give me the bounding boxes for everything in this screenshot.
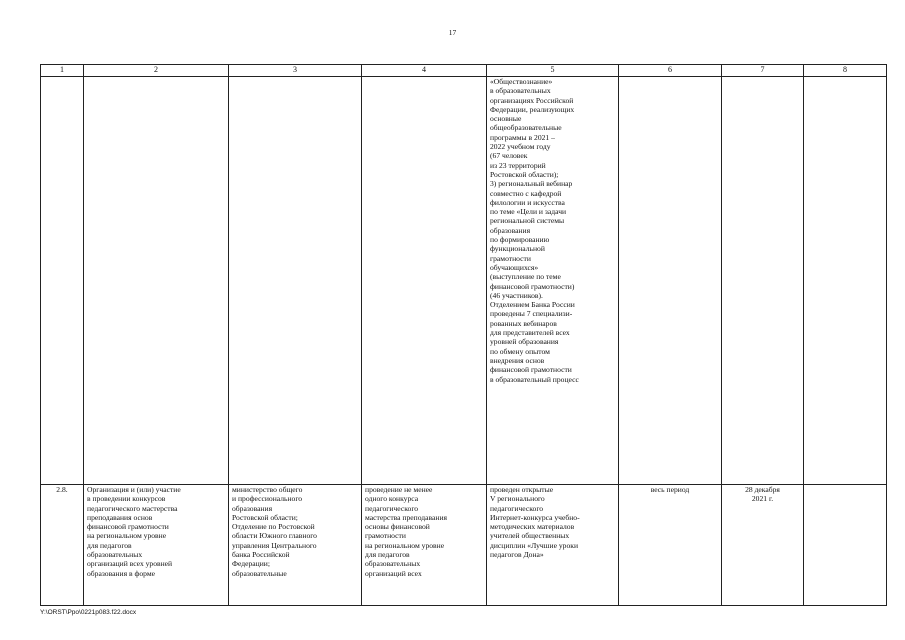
cell-activity — [84, 77, 229, 485]
column-number-8: 8 — [804, 65, 887, 77]
cell-expected-result — [362, 77, 487, 485]
footer-file-path: Y:\ORST\Ppo\0221p083.f22.docx — [40, 609, 137, 616]
cell-number — [41, 77, 84, 485]
table-row-2-8 — [41, 485, 887, 606]
cell-responsible: министерство общего и профессионального образования Ростовской области; Отделение по Ростовской области Южного главного управления Центрального банка Российской Федерации; образовательные — [229, 485, 362, 606]
cell-implementation: проведен открытые V регионального педагогического Интернет-конкурса учебно- методических материалов учителей общественных дисциплин «Лучшие уроки педагогов Дона» — [487, 485, 619, 606]
cell-period: весь период — [619, 485, 722, 606]
cell-note — [804, 77, 887, 485]
cell-date — [722, 77, 804, 485]
page-number: 17 — [448, 28, 457, 37]
cell-period — [619, 77, 722, 485]
cell-activity: Организация и (или) участие в проведении конкурсов педагогического мастерства преподавания основ финансовой грамотности на региональном уровне для педагогов образовательных организаций всех уровней образования в форме — [84, 485, 229, 606]
column-number-3: 3 — [229, 65, 362, 77]
cell-number: 2.8. — [41, 485, 84, 606]
column-number-row — [41, 65, 887, 77]
column-number-5: 5 — [487, 65, 619, 77]
column-number-7: 7 — [722, 65, 804, 77]
cell-expected-result: проведение не менее одного конкурса педагогического мастерства преподавания основы финансовой грамотности на региональном уровне для педагогов образовательных организаций всех — [362, 485, 487, 606]
column-number-2: 2 — [84, 65, 229, 77]
plan-table — [40, 64, 887, 606]
cell-note — [804, 485, 887, 606]
table-row-continuation — [41, 77, 887, 485]
column-number-6: 6 — [619, 65, 722, 77]
column-number-1: 1 — [41, 65, 84, 77]
cell-responsible — [229, 77, 362, 485]
cell-date: 28 декабря 2021 г. — [722, 485, 804, 606]
column-number-4: 4 — [362, 65, 487, 77]
cell-implementation: «Обществознание» в образовательных организациях Российской Федерации, реализующих основные общеобразовательные программы в 2021 – 2022 учебном году (67 человек из 23 территорий Ростовской области); 3) региональный вебинар совместно с кафедрой филологии и искусства по теме «Цели и задачи региональной системы образования по формированию функциональной грамотности обучающихся» (выступление по теме финансовой грамотности) (46 участников). Отделением Банка России проведены 7 специализи- рованных вебинаров для представителей всех уровней образования по обмену опытом внедрения основ финансовой грамотности в образовательный процесс — [487, 77, 619, 485]
